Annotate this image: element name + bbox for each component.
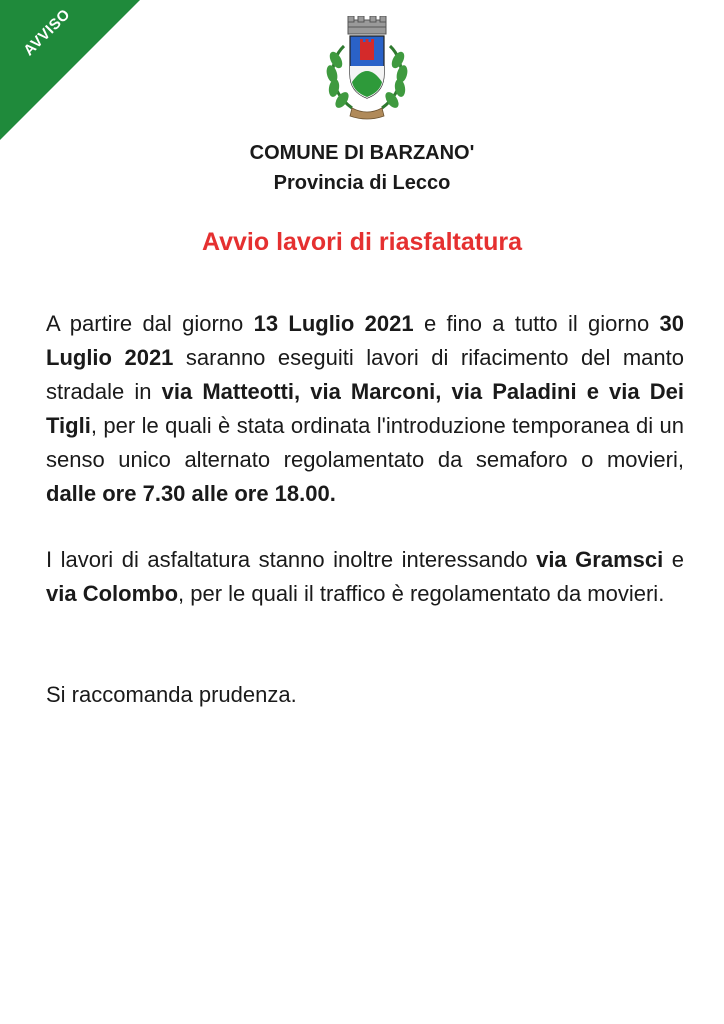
municipal-coat-of-arms-icon (322, 16, 412, 124)
avviso-corner-ribbon (0, 0, 140, 140)
paragraph-works-schedule (46, 307, 684, 511)
text-segment: e (663, 547, 684, 572)
text-segment: e fino a tutto il giorno (413, 311, 660, 336)
notice-title: Avvio lavori di riasfaltatura (201, 228, 523, 256)
paragraph-additional-works (46, 543, 684, 611)
affected-streets: via Matteotti, via Marconi, via Paladini e via Dei Tigli (46, 379, 684, 438)
end-date: 30 Luglio 2021 (46, 311, 684, 370)
municipality-name: COMUNE DI BARZANO' (249, 142, 475, 164)
working-hours: dalle ore 7.30 alle ore 18.00. (46, 481, 336, 506)
ribbon-label: AVVISO (20, 5, 74, 60)
document-header (0, 138, 724, 198)
street-colombo: via Colombo (46, 581, 179, 606)
start-date: 13 Luglio 2021 (253, 311, 414, 336)
paragraph-caution: Si raccomanda prudenza. (46, 682, 297, 707)
text-segment: , per le quali è stata ordinata l'introduzione temporanea di un senso unico alternato regolamentato da semaforo o movieri, (46, 413, 684, 472)
street-gramsci: via Gramsci (536, 547, 664, 572)
text-segment: I lavori di asfaltatura stanno inoltre interessando (46, 547, 537, 572)
province-name: Provincia di Lecco (273, 172, 451, 194)
text-segment: , per le quali il traffico è regolamentato da movieri. (178, 581, 665, 606)
text-segment: A partire dal giorno (46, 311, 254, 336)
text-segment: saranno eseguiti lavori di rifacimento del manto stradale in (46, 345, 684, 404)
